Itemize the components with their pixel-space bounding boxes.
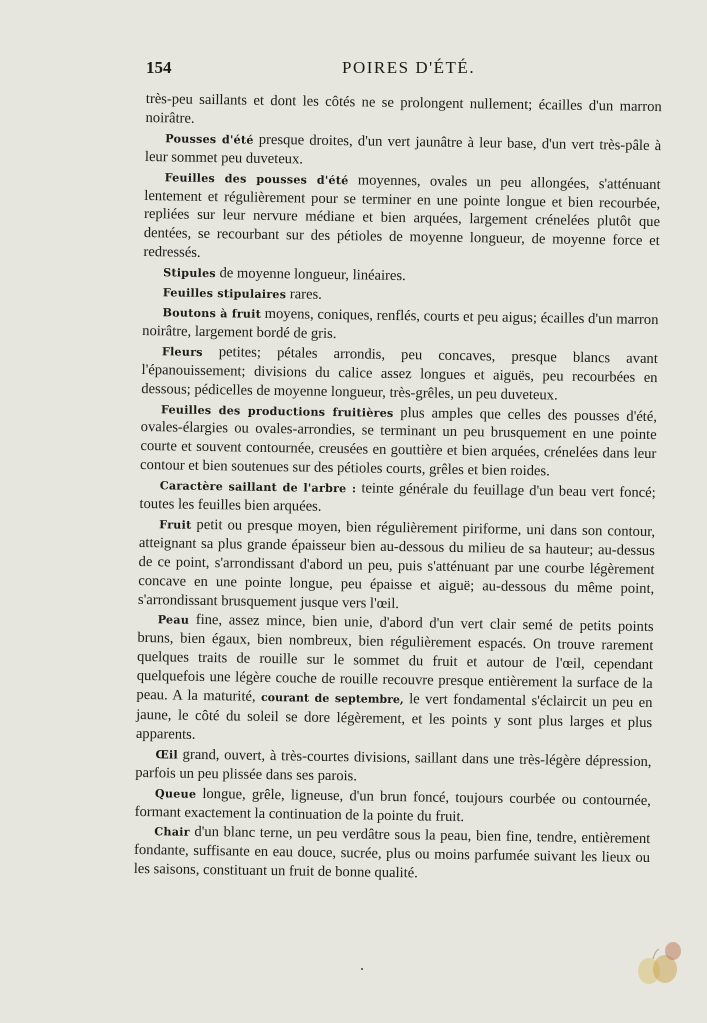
paragraph-text: moyennes, ovales un peu allongées, s'atténuant lentement et régulièrement pour se terminer en une pointe longue et bien recourbée, repliées sur leur nervure médiane et bien arquées, largement crénelées plutôt que dentées, se recourbant sur des pétioles de moyenne longueur, de moyenne force et redressés. — [143, 171, 661, 262]
paragraph-text: d'un blanc terne, un peu verdâtre sous la peau, bien fine, tendre, entièrement fondante, suffisante en eau douce, sucrée, plus ou moins parfumée suivant les lieux ou les saisons, constituant un fruit de bonne qualité. — [133, 824, 651, 882]
paragraph-term: Fleurs — [161, 344, 203, 359]
page-header — [146, 58, 658, 82]
paragraph-term: Feuilles des productions fruitières — [160, 401, 394, 420]
paragraph-text: rares. — [286, 286, 322, 303]
paragraph-caractere — [139, 476, 656, 522]
paragraph-term: Fruit — [159, 517, 192, 532]
page-body — [134, 90, 662, 888]
paragraph-text: petites; pétales arrondis, peu concaves, presque blancs avant l'épanouissement; divisions du calice assez longues et aiguës, peu recourbées en dessous; pédicelles de moyenne longueur, très-grêles, un peu duveteux. — [141, 343, 658, 404]
paragraph-fleurs — [141, 342, 658, 407]
paragraph-term: Feuilles des pousses d'été — [164, 169, 349, 187]
paragraph-text: moyens, coniques, renflés, courts et peu aigus; écailles d'un marron noirâtre, largement bordé de gris. — [142, 305, 659, 342]
paragraph-term: Caractère saillant de l'arbre : — [159, 478, 357, 496]
paragraph-term: Feuilles stipulaires — [162, 285, 287, 302]
paragraph-text: petit ou presque moyen, bien régulièrement piriforme, uni dans son contour, atteignant sa plus grande épaisseur bien au-dessous du milieu de sa hauteur; au-dessus de ce point, s'arrondissant d'abord un peu, puis s'atténuant par une courbe légèrement concave en une pointe longue, peu épaisse et aiguë; au-dessous du même point, s'arrondissant brusquement jusque vers l'œil. — [137, 516, 656, 612]
paragraph-queue — [135, 784, 652, 830]
paragraph-text-after: le vert fondamental s'éclaircit un peu en jaune, le côté du soleil se dore légèrement, et les points y sont plus larges et plus apparents. — [135, 691, 653, 743]
paragraph-feuilles-pousses — [143, 168, 660, 271]
fruit-watermark-icon — [615, 929, 697, 995]
paragraph-pousses — [145, 129, 662, 175]
paragraph-term: Pousses d'été — [165, 131, 254, 147]
paragraph-term: Peau — [157, 612, 190, 628]
paragraph-peau — [136, 610, 654, 751]
paragraph-feuilles-productions — [140, 399, 657, 483]
page-number: 154 — [146, 58, 172, 77]
paragraph-term: Chair — [154, 824, 190, 840]
paragraph-oeil — [135, 745, 652, 791]
paragraph-text: de moyenne longueur, linéaires. — [215, 265, 406, 285]
paragraph-text: longue, grêle, ligneuse, d'un brun foncé, toujours courbée ou contournée, formant exactement la continuation de la pointe du fruit. — [134, 785, 652, 825]
paragraph-text: très-peu saillants et dont les côtés ne se prolongent nullement; écailles d'un marron noirâtre. — [145, 90, 662, 127]
paragraph-text: plus amples que celles des pousses d'été, ovales-élargies ou ovales-arrondies, se terminant un peu brusquement en une pointe courte et souvent contournée, creusées en gouttière et bien arquées, crénelées dans leur contour et bien soutenues sur des pétioles courts, grêles et bien roides. — [139, 404, 658, 480]
paragraph-term: Queue — [154, 785, 197, 801]
paragraph-fruit — [138, 515, 655, 618]
paragraph-chair — [134, 822, 651, 887]
paragraph-term: Stipules — [163, 265, 216, 281]
ink-dot — [361, 968, 363, 970]
paragraph-boutons — [142, 303, 659, 349]
paragraph-text: fine, assez mince, bien unie, d'abord d'un vert clair semé de petits points bruns, bien égaux, bien nombreux, bien régulièrement espacés. On trouve rarement quelques traits de rouille sur le sommet du fruit et autour de l'œil, cependant quelquefois une légère couche de rouille recouvre presque entièrement la surface de la peau. A la maturité, — [136, 612, 654, 705]
paragraph-term: Œil — [155, 747, 178, 762]
paragraph-inline-term: courant de septembre, — [260, 690, 404, 707]
paragraph-text: presque droites, d'un vert jaunâtre à leur base, d'un vert très-pâle à leur sommet peu duveteux. — [144, 131, 662, 168]
paragraph-text: teinte générale du feuillage d'un beau vert foncé; toutes les feuilles bien arquées. — [139, 480, 656, 515]
paragraph-continuation — [145, 90, 662, 136]
paragraph-term: Boutons à fruit — [162, 305, 262, 321]
running-title: POIRES D'ÉTÉ. — [342, 58, 476, 77]
paragraph-text: grand, ouvert, à très-courtes divisions, saillant dans une très-légère dépression, parfois un peu plissée dans ses parois. — [135, 746, 652, 785]
